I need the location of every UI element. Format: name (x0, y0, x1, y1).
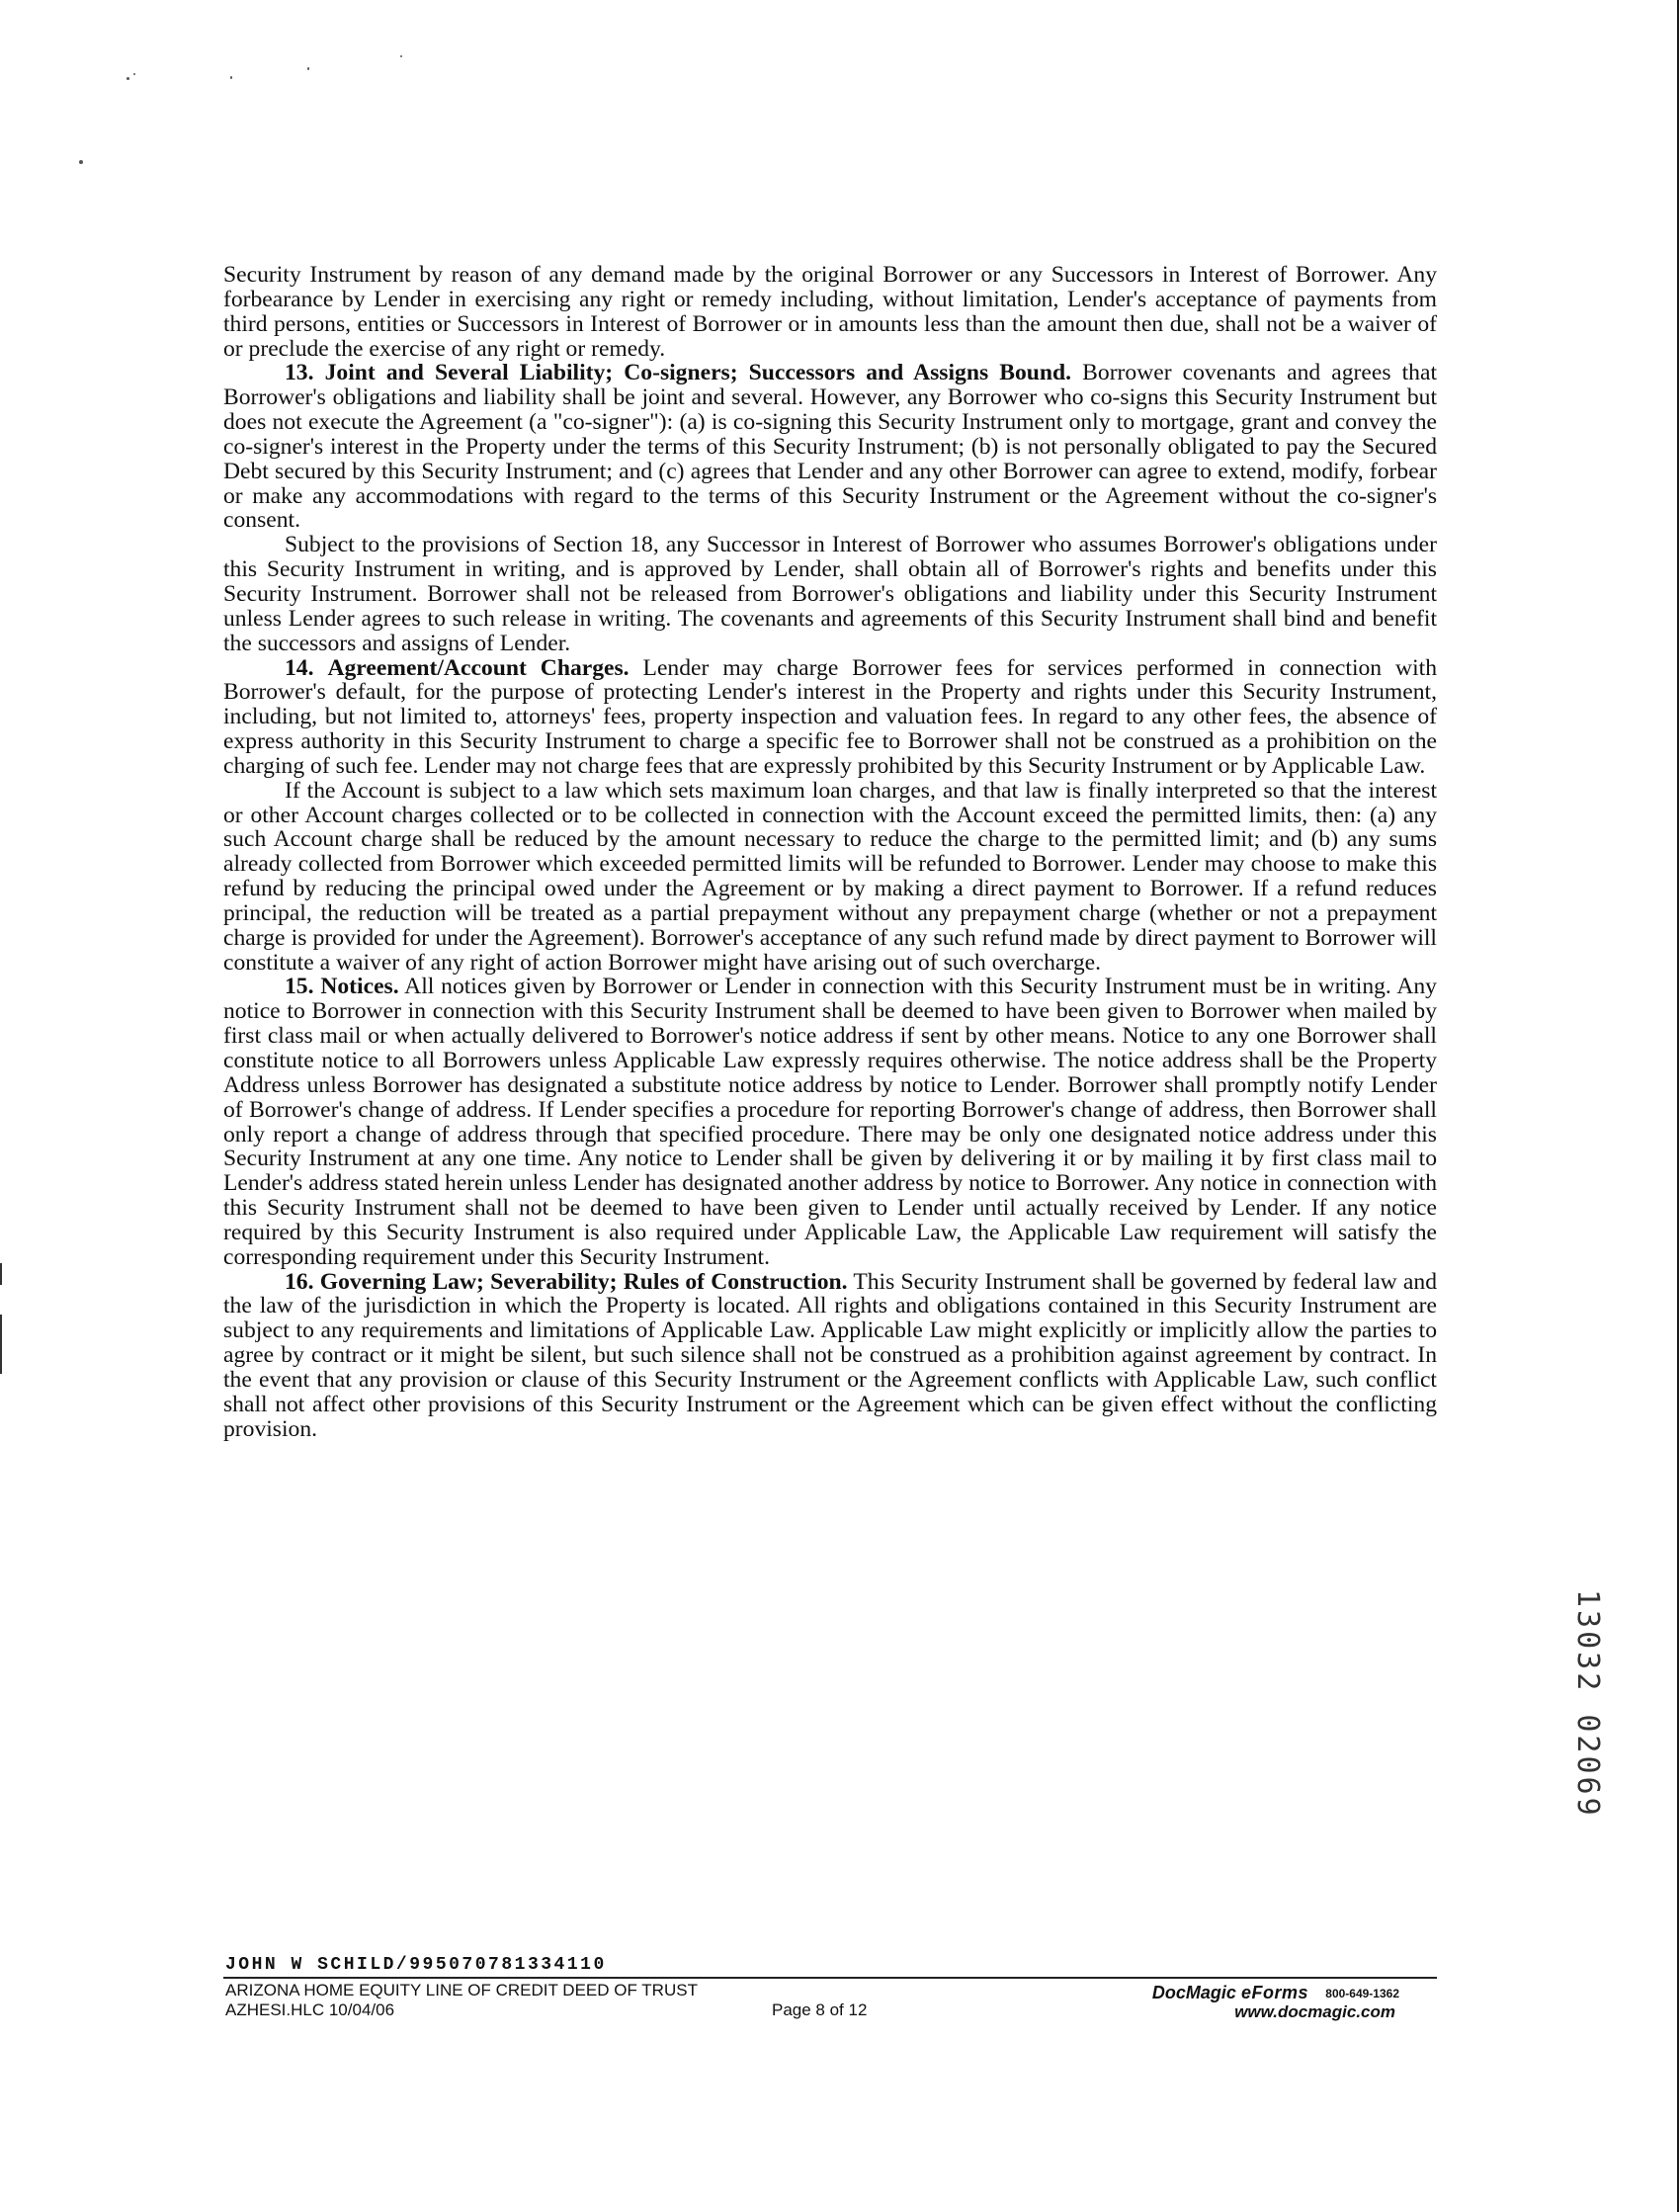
section-heading: Notices. (320, 974, 399, 1000)
section-number: 16. (285, 1268, 314, 1295)
section-16 (223, 1270, 1437, 1442)
form-code: AZHESI.HLC 10/04/06 (225, 2000, 395, 2019)
document-body (223, 263, 1437, 1442)
section-15 (223, 975, 1437, 1269)
form-title: ARIZONA HOME EQUITY LINE OF CREDIT DEED OF TRUST (225, 1981, 698, 1999)
scan-edge-mark (0, 1263, 2, 1285)
section-heading: Governing Law; Severability; Rules of Construction. (319, 1268, 848, 1295)
section-14-loan-charges (223, 779, 1437, 976)
section-13-successors (223, 533, 1437, 655)
page-footer (223, 1955, 1437, 2034)
recording-number: 13032 02069 (1570, 1589, 1605, 1819)
paragraph-text: Lender may charge Borrower fees for services performed in connection with Borrower's default, for the purpose of protecting Lender's interest in the Property and rights under this Security Instrument, including, but not limited to, attorneys' fees, property inspection and valuation fees. In regard to any other fees, the absence of express authority in this Security Instrument to charge a specific fee to Borrower shall not be construed as a prohibition on the charging of such fee. Lender may not charge fees that are expressly prohibited by this Security Instrument or by Applicable Law. (223, 654, 1437, 779)
section-14 (223, 656, 1437, 779)
section-number: 14. (285, 654, 314, 681)
paragraph-text: If the Account is subject to a law which sets maximum loan charges, and that law is finally interpreted so that the interest or other Account charges collected or to be collected in connection with the Account exceed the permitted limits, then: (a) any such Account charge shall be reduced by the amount necessary to reduce the charge to the permitted limit; and (b) any sums already collected from Borrower which exceeded permitted limits will be refunded to Borrower. Lender may choose to make this refund by reducing the principal owed under the Agreement or by making a direct payment to Borrower. If a refund reduces principal, the reduction will be treated as a partial prepayment without any prepayment charge (whether or not a prepayment charge is provided for under the Agreement). Borrower's acceptance of any such refund made by direct payment to Borrower will constitute a waiver of any right of action Borrower might have arising out of such overcharge. (223, 777, 1437, 976)
scan-edge-line (1677, 0, 1679, 2212)
page-number: Page 8 of 12 (772, 2000, 868, 2019)
vendor-logo (1152, 1983, 1308, 2003)
footer-divider (223, 1977, 1437, 1979)
section-number: 13. (285, 360, 314, 386)
paragraph-text: Borrower covenants and agrees that Borrower's obligations and liability shall be joint and several. However, any Borrower who co-signs this Security Instrument but does not execute the Agreement (a "co-signer"): (a) is co-signing this Security Instrument only to mortgage, grant and convey the co-signer's interest in the Property under the terms of this Security Instrument; (b) is not personally obligated to pay the Secured Debt secured by this Security Instrument; and (c) agrees that Lender and any other Borrower can agree to extend, modify, forbear or make any accommodations with regard to the terms of this Security Instrument or the Agreement without the co-signer's consent. (223, 360, 1438, 534)
vendor-name: DocMagic (1151, 1983, 1236, 2002)
scan-edge-mark (0, 1315, 2, 1374)
vendor-url: www.docmagic.com (1234, 2002, 1395, 2021)
borrower-loan-id: JOHN W SCHILD/995070781334110 (225, 1955, 607, 1975)
section-heading: Joint and Several Liability; Co-signers; Successors and Assigns Bound. (324, 360, 1072, 386)
paragraph-text: All notices given by Borrower or Lender in connection with this Security Instrument must be in writing. Any notice to Borrower in connection with this Security Instrument shall be deemed to have been given to Borrower when mailed by first class mail or when actually delivered to Borrower's notice address if sent by other means. Notice to any one Borrower shall constitute notice to all Borrowers unless Applicable Law expressly requires otherwise. The notice address shall be the Property Address unless Borrower has designated a substitute notice address by notice to Lender. Borrower shall promptly notify Lender of Borrower's change of address. If Lender specifies a procedure for reporting Borrower's change of address, then Borrower shall only report a change of address through that specified procedure. There may be only one designated notice address under this Security Instrument at any one time. Any notice to Lender shall be given by delivering it or by mailing it by first class mail to Lender's address stated herein unless Lender has designated another address by notice to Borrower. Any notice in connection with this Security Instrument shall not be deemed to have been given to Lender until actually received by Lender. If any notice required by this Security Instrument is also required under Applicable Law, the Applicable Law requirement will satisfy the corresponding requirement under this Security Instrument. (223, 974, 1437, 1270)
section-heading: Agreement/Account Charges. (327, 654, 630, 681)
paragraph-text: Security Instrument by reason of any demand made by the original Borrower or any Successors in Interest of Borrower. Any forbearance by Lender in exercising any right or remedy including, without limitation, Lender's acceptance of payments from third persons, entities or Successors in Interest of Borrower or in amounts less than the amount then due, shall not be a waiver of or preclude the exercise of any right or remedy. (223, 262, 1437, 362)
section-number: 15. (285, 974, 314, 1000)
paragraph-text: Subject to the provisions of Section 18, any Successor in Interest of Borrower who assumes Borrower's obligations under this Security Instrument in writing, and is approved by Lender, shall obtain all of Borrower's rights and benefits under this Security Instrument. Borrower shall not be released from Borrower's obligations and liability under this Security Instrument unless Lender agrees to such release in writing. The covenants and agreements of this Security Instrument shall bind and benefit the successors and assigns of Lender. (223, 532, 1437, 656)
paragraph-continuation (223, 263, 1437, 361)
paragraph-text: This Security Instrument shall be governed by federal law and the law of the jurisdiction in which the Property is located. All rights and obligations contained in this Security Instrument are subject to any requirements and limitations of Applicable Law. Applicable Law might explicitly or implicitly allow the parties to agree by contract or it might be silent, but such silence shall not be construed as a prohibition against agreement by contract. In the event that any provision or clause of this Security Instrument or the Agreement conflicts with Applicable Law, such conflict shall not affect other provisions of this Security Instrument or the Agreement which can be given effect without the conflicting provision. (223, 1268, 1437, 1442)
section-13 (223, 361, 1437, 533)
vendor-product: eForms (1240, 1983, 1308, 2002)
vendor-phone: 800-649-1362 (1325, 1987, 1399, 2000)
